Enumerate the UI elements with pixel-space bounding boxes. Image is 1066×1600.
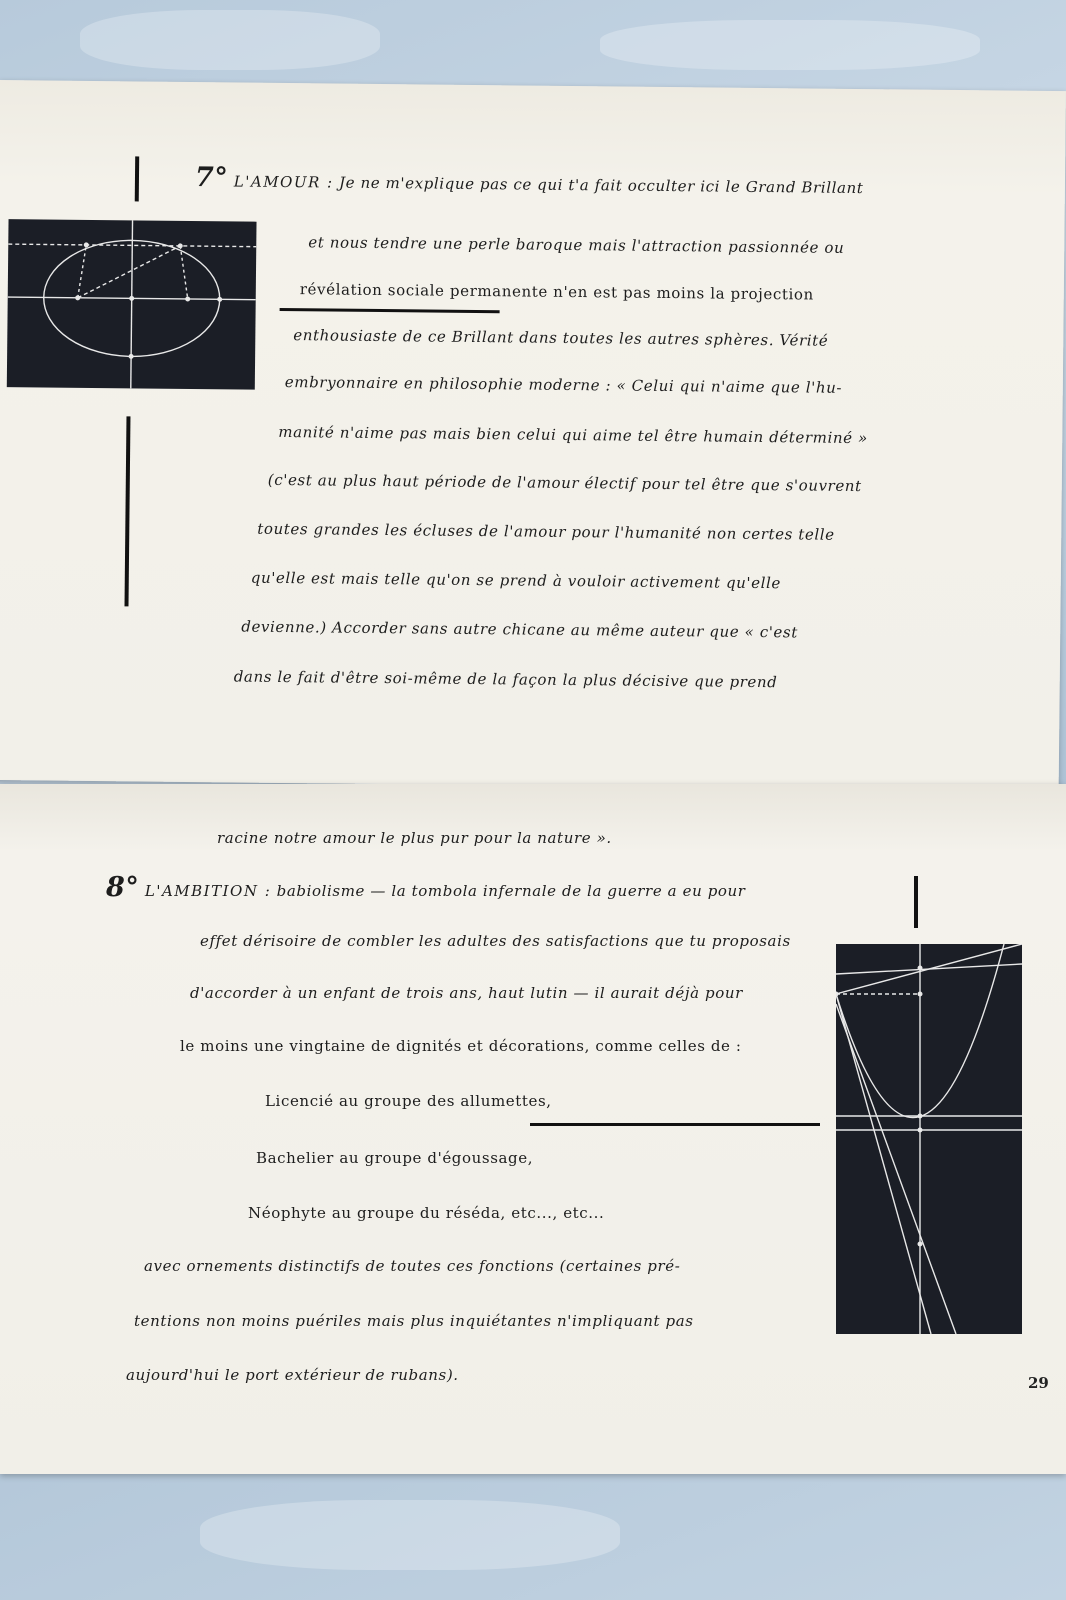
text-line: et nous tendre une perle baroque mais l'attraction passionnée ou	[308, 233, 845, 257]
vertical-rule	[124, 416, 130, 606]
page-number: 29	[1028, 1374, 1049, 1392]
text-line: tentions non moins puériles mais plus inquiétantes n'impliquant pas	[134, 1312, 694, 1330]
heading-title: L'AMOUR :	[233, 172, 334, 192]
heading-number: 7°	[194, 162, 229, 194]
text-line: devienne.) Accorder sans autre chicane au même auteur que « c'est	[241, 617, 798, 642]
cloth-fold	[200, 1500, 620, 1570]
text-line: Néophyte au groupe du réséda, etc..., etc...	[248, 1204, 605, 1222]
heading-8-line	[106, 872, 746, 903]
text-line: racine notre amour le plus pur pour la nature ».	[217, 829, 612, 847]
parabola-figure	[836, 944, 1022, 1334]
text-line-content: révélation sociale permanente n'en est pas moins la projection	[299, 280, 814, 304]
text-line: (c'est au plus haut période de l'amour électif pour tel être que s'ouvrent	[267, 470, 862, 496]
vertical-rule	[135, 156, 139, 201]
text-line: qu'elle est mais telle qu'on se prend à vouloir activement qu'elle	[250, 568, 782, 593]
text-line: enthousiaste de ce Brillant dans toutes les autres sphères. Vérité	[293, 326, 829, 350]
text-line: Licencié au groupe des allumettes,	[265, 1092, 552, 1110]
book-page-top	[0, 80, 1066, 791]
cloth-fold	[600, 20, 980, 70]
ellipse-diagram	[7, 219, 257, 390]
text-line: embryonnaire en philosophie moderne : « Celui qui n'aime que l'hu-	[284, 372, 843, 397]
text-line: Bachelier au groupe d'égoussage,	[256, 1149, 534, 1167]
text-line: manité n'aime pas mais bien celui qui aime tel être humain déterminé »	[278, 422, 868, 448]
text-line: le moins une vingtaine de dignités et décorations, comme celles de :	[180, 1037, 742, 1055]
text-line: avec ornements distinctifs de toutes ces fonctions (certaines pré-	[144, 1257, 681, 1275]
text-line: babiolisme — la tombola infernale de la guerre a eu pour	[276, 882, 746, 900]
text-line: effet dérisoire de combler les adultes des satisfactions que tu proposais	[200, 932, 791, 950]
text-line: toutes grandes les écluses de l'amour pour l'humanité non certes telle	[257, 519, 835, 544]
book-page-bottom	[0, 784, 1066, 1474]
text-line: aujourd'hui le port extérieur de rubans).	[126, 1366, 459, 1384]
cloth-fold	[80, 10, 380, 70]
parabola-diagram	[836, 944, 1022, 1334]
text-line: dans le fait d'être soi-même de la façon la plus décisive que prend	[233, 667, 778, 692]
text-line: d'accorder à un enfant de trois ans, haut lutin — il aurait déjà pour	[190, 984, 743, 1002]
horizontal-rule	[530, 1123, 820, 1126]
heading-7-line	[195, 162, 864, 200]
horizontal-rule	[280, 308, 500, 313]
vertical-rule	[914, 876, 918, 928]
text-line	[300, 280, 814, 303]
heading-number: 8°	[106, 872, 140, 903]
text-line: Je ne m'explique pas ce qui t'a fait occulter ici le Grand Brillant	[338, 173, 864, 198]
heading-title: L'AMBITION :	[144, 882, 272, 900]
ellipse-figure	[7, 219, 257, 390]
